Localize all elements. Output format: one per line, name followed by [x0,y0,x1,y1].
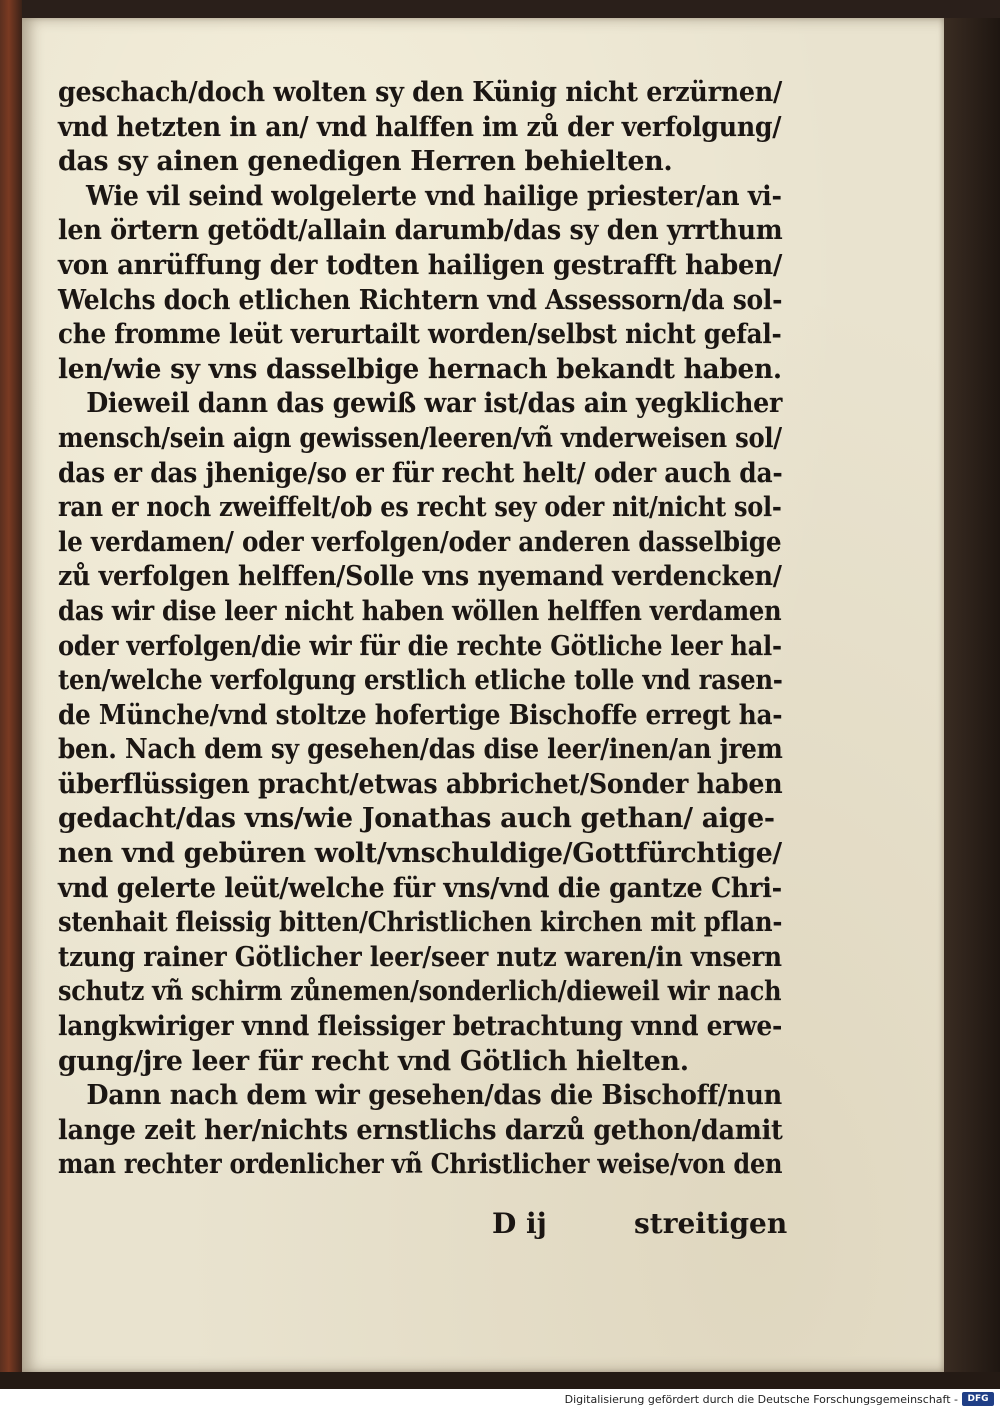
scan-bottom-edge [0,1372,1000,1389]
text-line: mensch/sein aign gewissen/leeren/vñ vnderweisen sol/ [58,422,782,454]
body-text [58,76,788,1183]
page-foot [22,1207,788,1247]
text-line: von anrüffung der todten hailigen gestrafft haben/ [58,249,783,281]
signature-mark: D ij [492,1207,547,1240]
text-line: ben. Nach dem sy gesehen/das dise leer/inen/an jrem [58,734,783,766]
text-line: das sy ainen genedigen Herren behielten. [58,146,673,178]
text-line: ran er noch zweiffelt/ob es recht sey oder nit/nicht sol- [58,492,782,524]
text-line: len/wie sy vns dasselbige hernach bekandt haben. [58,353,782,385]
text-line: schutz vñ schirm zůnemen/sonderlich/dieweil wir nach [58,976,782,1008]
text-line: gedacht/das vns/wie Jonathas auch gethan/ aige- [58,803,775,835]
text-line: tzung rainer Götlicher leer/seer nutz waren/in vnsern [58,941,782,973]
text-line: nen vnd gebüren wolt/vnschuldige/Gottfürchtige/ [58,838,782,870]
text-line: Dieweil dann das gewiß war ist/das ain yegklicher [86,388,783,420]
text-line: geschach/doch wolten sy den Künig nicht erzürnen/ [58,77,782,108]
footer-credit: Digitalisierung gefördert durch die Deutsche Forschungsgemeinschaft - [564,1393,958,1406]
dfg-logo-icon: DFG [962,1392,994,1406]
text-line: vnd hetzten in an/ vnd halffen im zů der verfolgung/ [58,111,782,143]
text-line: man rechter ordenlicher vñ Christlicher weise/von den [58,1149,783,1181]
text-line: überflüssigen pracht/etwas abbrichet/Sonder haben [58,768,783,800]
text-line: che fromme leüt verurtailt worden/selbst nicht gefal- [58,319,782,351]
book-spine-edge [0,0,22,1389]
text-line: len örtern getödt/allain darumb/das sy den yrrthum [58,215,783,247]
text-line: gung/jre leer für recht vnd Götlich hielten. [58,1045,689,1077]
text-line: das er das jhenige/so er für recht helt/ oder auch da- [58,457,783,489]
text-line: ten/welche verfolgung erstlich etliche tolle vnd rasen- [58,665,783,697]
text-line: stenhait fleissig bitten/Christlichen kirchen mit pflan- [58,907,783,939]
text-line: vnd gelerte leüt/welche für vns/vnd die gantze Chri- [58,872,782,904]
text-line: langkwiriger vnnd fleissiger betrachtung vnnd erwe- [58,1011,783,1043]
text-line: Dann nach dem wir gesehen/das die Bischoff/nun [86,1080,782,1112]
document-page [22,18,944,1372]
text-line: Welchs doch etlichen Richtern vnd Assessorn/da sol- [58,284,783,316]
catchword: streitigen [634,1207,788,1240]
text-line: de Münche/vnd stoltze hofertige Bischoffe erregt ha- [58,699,783,731]
text-line: Wie vil seind wolgelerte vnd hailige priester/an vi- [85,180,782,212]
page-shadow [944,18,1000,1372]
text-line: zů verfolgen helffen/Solle vns nyemand verdencken/ [58,561,782,593]
text-line: le verdamen/ oder verfolgen/oder anderen dasselbige [58,526,782,558]
footer-bar [0,1389,1000,1409]
text-line: oder verfolgen/die wir für die rechte Götliche leer hal- [58,630,782,662]
text-line: lange zeit her/nichts ernstlichs darzů gethon/damit [58,1114,783,1146]
text-line: das wir dise leer nicht haben wöllen helffen verdamen [58,595,782,627]
